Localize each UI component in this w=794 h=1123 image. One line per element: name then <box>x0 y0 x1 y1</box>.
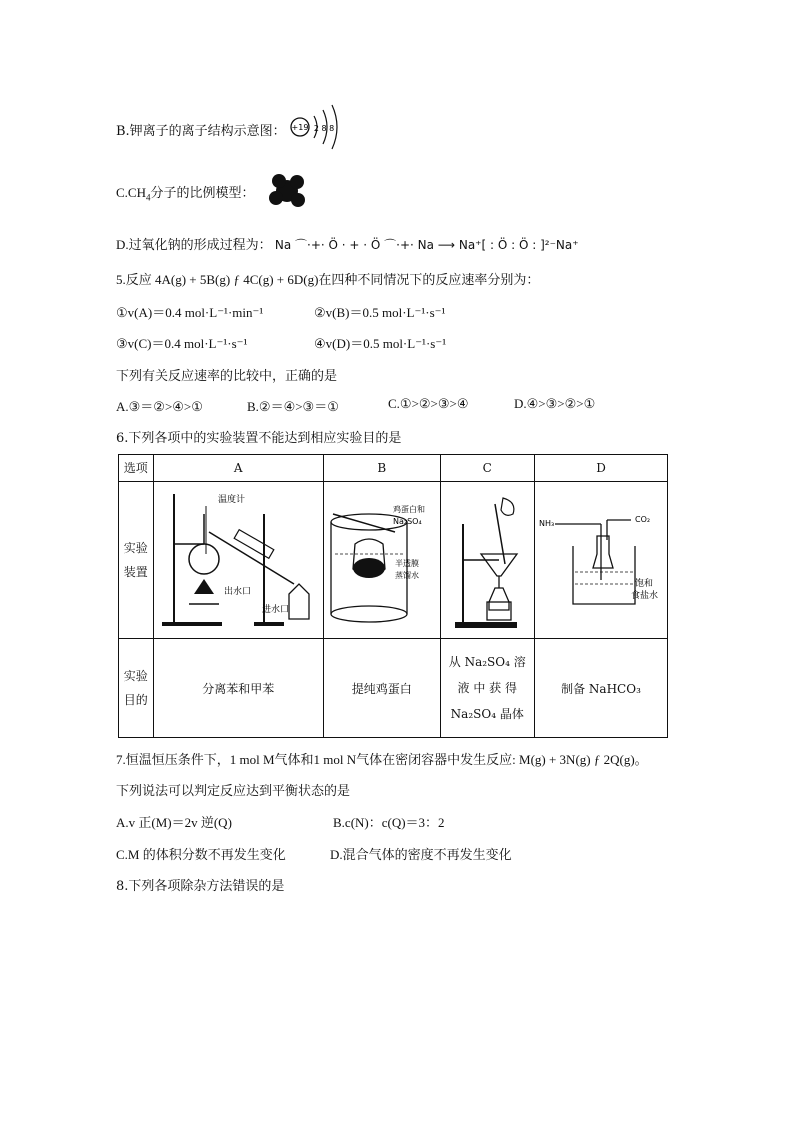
q4-option-d-label: D.过氧化钠的形成过程为： <box>116 237 272 252</box>
purpose-c-line-1: 从 Na₂SO₄ 溶 <box>448 655 526 669</box>
table-header-row <box>119 455 668 482</box>
header-option: 选项 <box>119 455 154 482</box>
q7-option-d: D.混合气体的密度不再发生变化 <box>330 847 512 862</box>
carbon-dioxide-label: CO₂ <box>635 514 651 524</box>
q7-question: 下列说法可以判定反应达到平衡状态的是 <box>116 784 351 799</box>
q4-option-d <box>116 234 579 253</box>
brine-label: 食盐水 <box>631 590 659 601</box>
header-a: A <box>153 455 324 482</box>
q6-stem: 6.下列各项中的实验装置不能达到相应实验目的是 <box>116 431 402 446</box>
q7-stem: 7.恒温恒压条件下，1 mol M气体和1 mol N气体在密闭容器中发生反应: M(g) + 3N(g) ƒ 2Q(g)。 <box>116 752 648 767</box>
filtration-apparatus-icon <box>441 484 533 634</box>
dialysis-apparatus-icon <box>325 484 439 634</box>
nucleus-charge-label: +19 <box>291 123 309 132</box>
q5-rate-1: ①v(A)＝0.4 mol·L⁻¹·min⁻¹ <box>116 305 264 320</box>
q4-option-c-suffix: 分子的比例模型： <box>150 185 255 200</box>
sodium-peroxide-formation-equation: Na ⌒·+· Ö · + · Ö ⌒·+· Na ⟶ Na⁺[ : Ö : Ö : ]²⁻Na⁺ <box>274 238 579 252</box>
electron-shells-label: 2 8 8 <box>313 124 335 133</box>
purpose-b: 提纯鸡蛋白 <box>324 639 441 738</box>
ammonia-label: NH₃ <box>539 518 555 528</box>
purpose-row-label: 实验目的 <box>119 639 154 738</box>
q4-option-c <box>116 182 255 203</box>
q5-rate-4: ④v(D)＝0.5 mol·L⁻¹·s⁻¹ <box>314 336 447 351</box>
q5-stem: 5.反应 4A(g) + 5B(g) ƒ 4C(g) + 6D(g)在四种不同情况下的反应速率分别为： <box>116 272 540 287</box>
q5-rate-2: ②v(B)＝0.5 mol·L⁻¹·s⁻¹ <box>314 305 446 320</box>
q5-option-c: C.①>②>③>④ <box>388 396 469 411</box>
q7-option-a: A.v 正(M)＝2v 逆(Q) <box>116 815 232 830</box>
egg-white-label: 鸡蛋白和 <box>392 504 425 514</box>
q8-stem: 8.下列各项除杂方法错误的是 <box>116 879 285 894</box>
q7-option-b: B.c(N)：c(Q)＝3：2 <box>333 815 445 830</box>
distillation-apparatus-icon <box>154 484 322 634</box>
experiment-table <box>118 454 668 738</box>
q7-option-c: C.M 的体积分数不再发生变化 <box>116 847 286 862</box>
q5-option-b: B.②＝④>③＝① <box>247 399 339 414</box>
bicarbonate-apparatus-icon <box>535 484 667 634</box>
water-outlet-label: 出水口 <box>224 586 252 597</box>
purpose-d: 制备 NaHCO₃ <box>535 639 668 738</box>
membrane-label: 半透膜 <box>394 558 419 568</box>
header-c: C <box>440 455 535 482</box>
thermometer-label: 温度计 <box>218 494 246 505</box>
q5-question: 下列有关反应速率的比较中，正确的是 <box>116 369 338 384</box>
q5-option-d: D.④>③>②>① <box>514 396 596 411</box>
sodium-sulfate-label: Na₂SO₄ <box>392 516 422 526</box>
q5-rate-3: ③v(C)＝0.4 mol·L⁻¹·s⁻¹ <box>116 336 248 351</box>
table-row-purpose <box>119 639 668 738</box>
apparatus-row-label: 实验装置 <box>119 482 154 639</box>
apparatus-a-distillation <box>153 482 324 639</box>
purpose-a: 分离苯和甲苯 <box>153 639 324 738</box>
saturated-label: 饱和 <box>635 578 654 589</box>
purpose-c <box>440 639 535 738</box>
q4-option-c-prefix: C.CH <box>116 185 146 200</box>
purpose-c-line-3: Na₂SO₄ 晶体 <box>450 707 524 721</box>
table-row-apparatus <box>119 482 668 639</box>
header-d: D <box>535 455 668 482</box>
q5-option-a: A.③＝②>④>① <box>116 399 203 414</box>
distilled-water-label: 蒸馏水 <box>394 570 419 580</box>
purpose-c-line-2: 液 中 获 得 <box>457 681 517 695</box>
header-b: B <box>324 455 441 482</box>
apparatus-b-dialysis <box>324 482 441 639</box>
apparatus-d-sodium-bicarbonate <box>535 482 668 639</box>
q4-option-c-sub: 4 <box>145 192 151 203</box>
ch4-space-filling-model-icon <box>266 170 310 210</box>
q4-option-b-label: B.钾离子的离子结构示意图： <box>116 124 286 139</box>
apparatus-c-filtration <box>440 482 535 639</box>
water-inlet-label: 进水口 <box>262 604 290 615</box>
q4-option-b <box>116 120 286 139</box>
potassium-ion-structure-icon <box>288 104 348 150</box>
